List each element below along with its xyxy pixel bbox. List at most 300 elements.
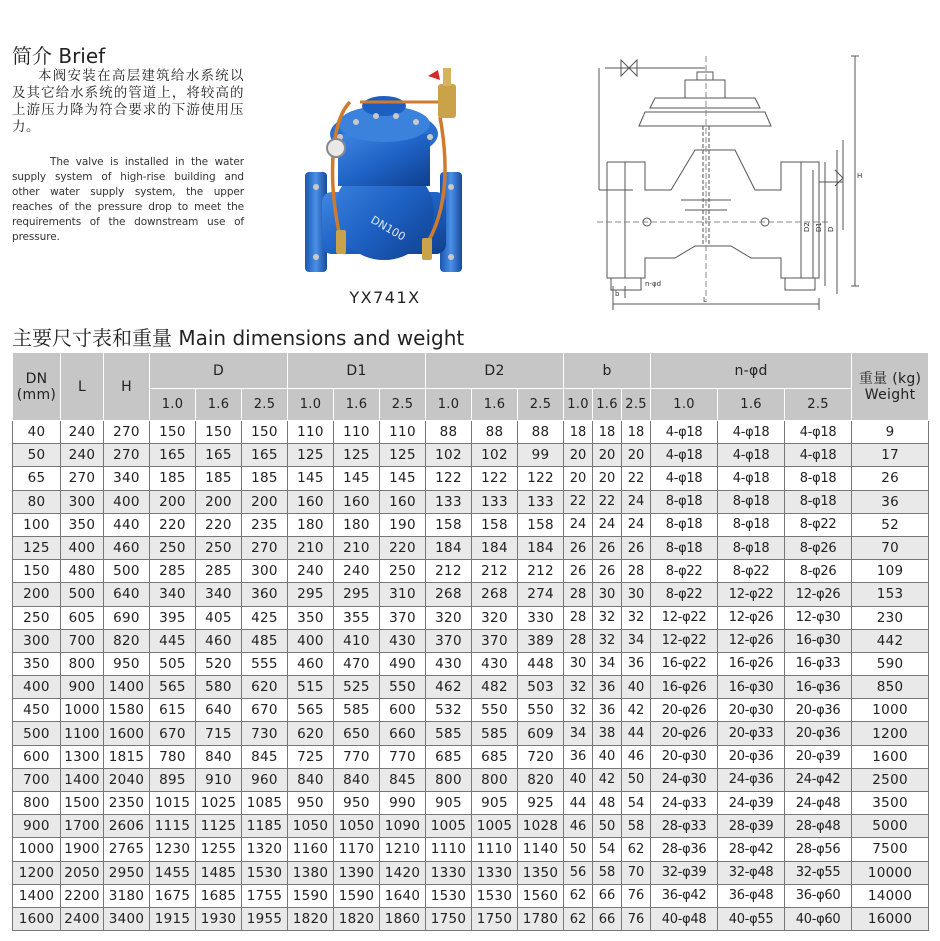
header-d1-pn-2-5: 2.5 [380, 389, 426, 421]
table-cell: 400 [13, 676, 61, 699]
table-cell: 2040 [104, 768, 150, 791]
table-cell: 32 [564, 699, 593, 722]
table-cell: 18 [593, 421, 622, 444]
header-d: D [150, 353, 288, 389]
table-cell: 36 [622, 652, 651, 675]
table-cell: 1028 [518, 815, 564, 838]
table-cell: 212 [518, 560, 564, 583]
table-cell: 8-φ26 [785, 560, 852, 583]
table-cell: 220 [150, 513, 196, 536]
table-cell: 20-φ26 [651, 722, 718, 745]
table-cell: 310 [380, 583, 426, 606]
table-cell: 44 [564, 792, 593, 815]
table-cell: 122 [472, 467, 518, 490]
table-cell: 1160 [288, 838, 334, 861]
table-cell: 2765 [104, 838, 150, 861]
table-cell: 200 [242, 490, 288, 513]
table-cell: 2050 [61, 861, 104, 884]
table-cell: 445 [150, 629, 196, 652]
table-cell: 32 [622, 606, 651, 629]
table-cell: 210 [334, 536, 380, 559]
table-cell: 640 [196, 699, 242, 722]
table-cell: 1820 [334, 907, 380, 930]
table-cell: 185 [196, 467, 242, 490]
table-cell: 270 [104, 421, 150, 444]
table-cell: 2200 [61, 884, 104, 907]
table-cell: 4-φ18 [785, 421, 852, 444]
table-cell: 425 [242, 606, 288, 629]
table-cell: 24 [564, 513, 593, 536]
table-cell: 350 [13, 652, 61, 675]
table-cell: 3500 [852, 792, 929, 815]
table-cell: 448 [518, 652, 564, 675]
table-cell: 22 [622, 467, 651, 490]
table-cell: 1100 [61, 722, 104, 745]
table-cell: 26 [593, 536, 622, 559]
table-cell: 32-φ55 [785, 861, 852, 884]
table-cell: 1600 [852, 745, 929, 768]
table-cell: 1170 [334, 838, 380, 861]
table-cell: 1530 [242, 861, 288, 884]
table-cell: 28-φ36 [651, 838, 718, 861]
table-cell: 565 [150, 676, 196, 699]
table-cell: 150 [242, 421, 288, 444]
table-cell: 503 [518, 676, 564, 699]
table-cell: 48 [593, 792, 622, 815]
table-cell: 76 [622, 884, 651, 907]
header-nd-pn-1-0: 1.0 [651, 389, 718, 421]
table-cell: 240 [334, 560, 380, 583]
table-cell: 34 [564, 722, 593, 745]
table-cell: 1110 [472, 838, 518, 861]
table-cell: 34 [593, 652, 622, 675]
table-cell: 285 [150, 560, 196, 583]
table-cell: 40 [13, 421, 61, 444]
table-cell: 1915 [150, 907, 196, 930]
table-cell: 800 [472, 768, 518, 791]
table-cell: 950 [288, 792, 334, 815]
table-cell: 26 [564, 536, 593, 559]
table-cell: 1700 [61, 815, 104, 838]
table-cell: 600 [380, 699, 426, 722]
table-cell: 925 [518, 792, 564, 815]
table-cell: 268 [472, 583, 518, 606]
table-cell: 16000 [852, 907, 929, 930]
table-cell: 158 [472, 513, 518, 536]
table-cell: 165 [150, 444, 196, 467]
table-cell: 36 [564, 745, 593, 768]
table-cell: 70 [622, 861, 651, 884]
table-cell: 70 [852, 536, 929, 559]
brief-title: 简介 Brief [12, 44, 106, 68]
table-cell: 270 [242, 536, 288, 559]
table-cell: 550 [518, 699, 564, 722]
table-cell: 102 [472, 444, 518, 467]
table-cell: 370 [426, 629, 472, 652]
table-cell: 133 [518, 490, 564, 513]
table-cell: 20-φ36 [718, 745, 785, 768]
table-cell: 1930 [196, 907, 242, 930]
dimensions-title: 主要尺寸表和重量 Main dimensions and weight [12, 326, 465, 350]
table-cell: 520 [196, 652, 242, 675]
dimensions-table [12, 352, 929, 931]
table-cell: 3400 [104, 907, 150, 930]
table-cell: 2950 [104, 861, 150, 884]
table-cell: 8-φ18 [651, 490, 718, 513]
table-cell: 40 [593, 745, 622, 768]
table-cell: 184 [426, 536, 472, 559]
table-cell: 16-φ22 [651, 652, 718, 675]
table-cell: 8-φ22 [785, 513, 852, 536]
table-cell: 7500 [852, 838, 929, 861]
header-d2: D2 [426, 353, 564, 389]
table-cell: 910 [196, 768, 242, 791]
table-cell: 285 [196, 560, 242, 583]
table-cell: 300 [61, 490, 104, 513]
table-cell: 160 [288, 490, 334, 513]
dimensions-table-body [13, 421, 929, 931]
table-cell: 820 [518, 768, 564, 791]
table-cell: 40-φ55 [718, 907, 785, 930]
table-cell: 210 [288, 536, 334, 559]
model-label: YX741X [349, 288, 421, 307]
table-cell: 620 [288, 722, 334, 745]
table-row [13, 838, 929, 861]
table-cell: 16-φ26 [651, 676, 718, 699]
table-cell: 1025 [196, 792, 242, 815]
table-row [13, 652, 929, 675]
table-cell: 1300 [61, 745, 104, 768]
table-cell: 490 [380, 652, 426, 675]
table-cell: 450 [13, 699, 61, 722]
table-cell: 200 [13, 583, 61, 606]
table-row [13, 792, 929, 815]
table-cell: 65 [13, 467, 61, 490]
table-cell: 125 [13, 536, 61, 559]
table-cell: 410 [334, 629, 380, 652]
table-cell: 800 [426, 768, 472, 791]
table-cell: 8-φ18 [718, 536, 785, 559]
table-cell: 320 [426, 606, 472, 629]
table-cell: 40 [564, 768, 593, 791]
table-cell: 62 [622, 838, 651, 861]
table-cell: 555 [242, 652, 288, 675]
table-cell: 950 [104, 652, 150, 675]
table-cell: 482 [472, 676, 518, 699]
valve-photo [300, 62, 470, 277]
table-cell: 20 [564, 444, 593, 467]
table-cell: 20 [622, 444, 651, 467]
table-cell: 58 [593, 861, 622, 884]
table-cell: 430 [472, 652, 518, 675]
table-cell: 26 [622, 536, 651, 559]
header-d2-pn-1-0: 1.0 [426, 389, 472, 421]
drawing-label-nd: n-φd [645, 280, 662, 288]
table-cell: 640 [104, 583, 150, 606]
table-cell: 400 [104, 490, 150, 513]
table-cell: 620 [242, 676, 288, 699]
svg-text:DN100: DN100 [368, 213, 408, 244]
table-cell: 4-φ18 [651, 467, 718, 490]
table-cell: 1600 [13, 907, 61, 930]
table-cell: 185 [242, 467, 288, 490]
table-cell: 1330 [426, 861, 472, 884]
table-cell: 770 [334, 745, 380, 768]
table-cell: 26 [564, 560, 593, 583]
table-cell: 250 [13, 606, 61, 629]
table-cell: 26 [593, 560, 622, 583]
table-cell: 1600 [104, 722, 150, 745]
table-row [13, 699, 929, 722]
table-cell: 32 [593, 629, 622, 652]
table-cell: 220 [380, 536, 426, 559]
table-row [13, 606, 929, 629]
header-weight: 重量 (kg) Weight [852, 353, 929, 421]
table-cell: 850 [852, 676, 929, 699]
table-cell: 28 [564, 629, 593, 652]
table-cell: 1000 [852, 699, 929, 722]
table-cell: 88 [426, 421, 472, 444]
table-cell: 670 [150, 722, 196, 745]
table-cell: 76 [622, 907, 651, 930]
dimensions-table-wrap [12, 352, 929, 931]
table-cell: 670 [242, 699, 288, 722]
table-cell: 28-φ56 [785, 838, 852, 861]
table-cell: 2400 [61, 907, 104, 930]
table-cell: 470 [334, 652, 380, 675]
header-dn: DN (mm) [13, 353, 61, 421]
table-cell: 150 [150, 421, 196, 444]
table-cell: 840 [196, 745, 242, 768]
table-cell: 24-φ42 [785, 768, 852, 791]
table-cell: 355 [334, 606, 380, 629]
table-cell: 905 [472, 792, 518, 815]
table-cell: 133 [426, 490, 472, 513]
table-cell: 44 [622, 722, 651, 745]
table-cell: 820 [104, 629, 150, 652]
table-cell: 240 [61, 444, 104, 467]
table-cell: 430 [426, 652, 472, 675]
table-cell: 1140 [518, 838, 564, 861]
table-cell: 505 [150, 652, 196, 675]
table-cell: 28 [564, 606, 593, 629]
table-cell: 36-φ42 [651, 884, 718, 907]
header-d-pn-2-5: 2.5 [242, 389, 288, 421]
table-cell: 845 [380, 768, 426, 791]
table-row [13, 421, 929, 444]
table-cell: 1900 [61, 838, 104, 861]
table-cell: 8-φ18 [785, 490, 852, 513]
table-cell: 150 [196, 421, 242, 444]
table-row [13, 513, 929, 536]
table-cell: 66 [593, 884, 622, 907]
table-cell: 660 [380, 722, 426, 745]
table-cell: 122 [426, 467, 472, 490]
table-cell: 550 [380, 676, 426, 699]
table-cell: 20-φ36 [785, 722, 852, 745]
table-cell: 1005 [472, 815, 518, 838]
table-cell: 80 [13, 490, 61, 513]
table-cell: 295 [288, 583, 334, 606]
table-row [13, 560, 929, 583]
table-cell: 99 [518, 444, 564, 467]
table-cell: 1255 [196, 838, 242, 861]
table-cell: 16-φ36 [785, 676, 852, 699]
drawing-label-d: D [827, 226, 835, 232]
table-cell: 462 [426, 676, 472, 699]
table-cell: 1115 [150, 815, 196, 838]
table-cell: 20-φ30 [718, 699, 785, 722]
table-cell: 58 [622, 815, 651, 838]
table-cell: 16-φ30 [785, 629, 852, 652]
table-cell: 700 [13, 768, 61, 791]
table-row [13, 768, 929, 791]
table-cell: 730 [242, 722, 288, 745]
header-d2-pn-1-6: 1.6 [472, 389, 518, 421]
table-cell: 550 [472, 699, 518, 722]
drawing-label-d2: D2 [803, 222, 811, 232]
header-d-pn-1-6: 1.6 [196, 389, 242, 421]
table-cell: 2500 [852, 768, 929, 791]
table-cell: 1390 [334, 861, 380, 884]
table-cell: 585 [426, 722, 472, 745]
table-cell: 2606 [104, 815, 150, 838]
table-cell: 1000 [61, 699, 104, 722]
table-cell: 1485 [196, 861, 242, 884]
table-cell: 184 [518, 536, 564, 559]
table-cell: 340 [150, 583, 196, 606]
table-cell: 158 [518, 513, 564, 536]
table-cell: 1685 [196, 884, 242, 907]
table-row [13, 815, 929, 838]
table-cell: 145 [380, 467, 426, 490]
table-cell: 46 [622, 745, 651, 768]
table-cell: 185 [150, 467, 196, 490]
table-cell: 840 [288, 768, 334, 791]
table-cell: 685 [472, 745, 518, 768]
table-cell: 110 [288, 421, 334, 444]
table-cell: 9 [852, 421, 929, 444]
table-cell: 20-φ33 [718, 722, 785, 745]
table-cell: 16-φ26 [718, 652, 785, 675]
table-cell: 1500 [61, 792, 104, 815]
table-cell: 110 [380, 421, 426, 444]
table-cell: 500 [61, 583, 104, 606]
table-cell: 1590 [288, 884, 334, 907]
table-cell: 340 [196, 583, 242, 606]
table-cell: 240 [288, 560, 334, 583]
table-cell: 389 [518, 629, 564, 652]
table-cell: 1530 [472, 884, 518, 907]
table-cell: 16-φ33 [785, 652, 852, 675]
table-row [13, 861, 929, 884]
table-cell: 32 [564, 676, 593, 699]
table-cell: 240 [61, 421, 104, 444]
table-cell: 125 [334, 444, 380, 467]
table-cell: 28-φ39 [718, 815, 785, 838]
table-cell: 1320 [242, 838, 288, 861]
table-cell: 330 [518, 606, 564, 629]
table-cell: 36-φ60 [785, 884, 852, 907]
table-row [13, 490, 929, 513]
table-cell: 1955 [242, 907, 288, 930]
table-cell: 32-φ48 [718, 861, 785, 884]
table-cell: 165 [242, 444, 288, 467]
table-cell: 1675 [150, 884, 196, 907]
table-cell: 66 [593, 907, 622, 930]
table-cell: 1015 [150, 792, 196, 815]
table-cell: 725 [288, 745, 334, 768]
table-cell: 18 [564, 421, 593, 444]
table-cell: 42 [622, 699, 651, 722]
table-cell: 10000 [852, 861, 929, 884]
table-cell: 460 [196, 629, 242, 652]
table-cell: 8-φ18 [718, 490, 785, 513]
table-cell: 28-φ33 [651, 815, 718, 838]
table-cell: 1580 [104, 699, 150, 722]
table-cell: 565 [288, 699, 334, 722]
table-cell: 650 [334, 722, 380, 745]
table-cell: 36 [852, 490, 929, 513]
table-row [13, 907, 929, 930]
table-row [13, 583, 929, 606]
table-cell: 8-φ22 [718, 560, 785, 583]
table-cell: 20 [593, 467, 622, 490]
table-cell: 1000 [13, 838, 61, 861]
table-cell: 28 [564, 583, 593, 606]
table-cell: 770 [380, 745, 426, 768]
table-cell: 8-φ18 [651, 513, 718, 536]
table-cell: 442 [852, 629, 929, 652]
table-cell: 5000 [852, 815, 929, 838]
table-cell: 4-φ18 [718, 444, 785, 467]
table-cell: 2350 [104, 792, 150, 815]
table-cell: 1125 [196, 815, 242, 838]
table-cell: 42 [593, 768, 622, 791]
table-cell: 1350 [518, 861, 564, 884]
table-cell: 900 [61, 676, 104, 699]
table-cell: 109 [852, 560, 929, 583]
drawing-label-d1: D1 [815, 222, 823, 232]
table-cell: 4-φ18 [718, 421, 785, 444]
table-cell: 1200 [852, 722, 929, 745]
table-cell: 900 [13, 815, 61, 838]
table-cell: 1005 [426, 815, 472, 838]
table-cell: 8-φ18 [785, 467, 852, 490]
table-cell: 1050 [334, 815, 380, 838]
table-cell: 1110 [426, 838, 472, 861]
table-cell: 190 [380, 513, 426, 536]
table-cell: 295 [334, 583, 380, 606]
table-cell: 1780 [518, 907, 564, 930]
table-cell: 700 [61, 629, 104, 652]
table-cell: 3180 [104, 884, 150, 907]
table-cell: 22 [593, 490, 622, 513]
table-cell: 62 [564, 884, 593, 907]
table-cell: 165 [196, 444, 242, 467]
table-cell: 780 [150, 745, 196, 768]
table-cell: 460 [288, 652, 334, 675]
table-cell: 1640 [380, 884, 426, 907]
table-cell: 895 [150, 768, 196, 791]
table-cell: 270 [104, 444, 150, 467]
table-cell: 1230 [150, 838, 196, 861]
header-nd-pn-2-5: 2.5 [785, 389, 852, 421]
table-cell: 30 [622, 583, 651, 606]
table-cell: 1380 [288, 861, 334, 884]
table-cell: 270 [61, 467, 104, 490]
table-cell: 110 [334, 421, 380, 444]
